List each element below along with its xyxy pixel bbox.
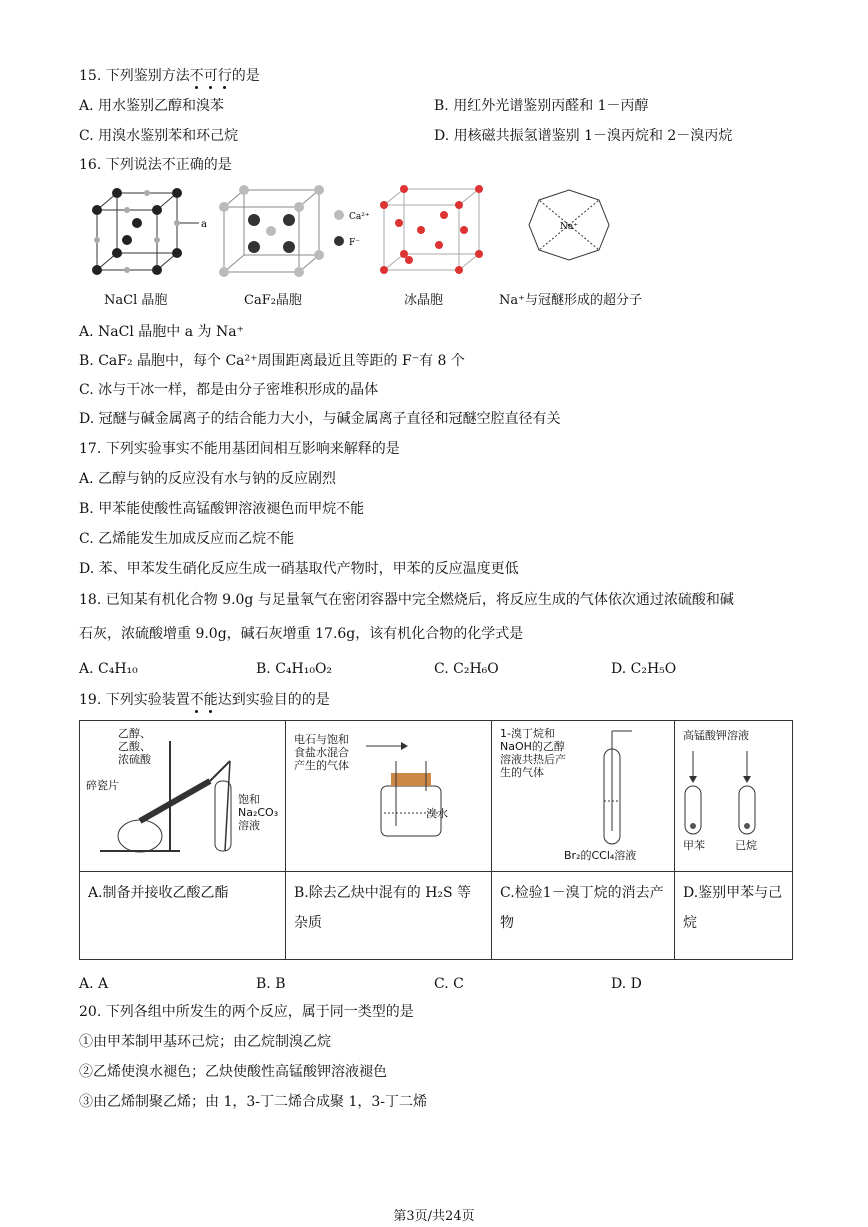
chips-label: 碎瓷片 xyxy=(86,779,119,792)
q19-option-c: C. C xyxy=(434,976,464,992)
q20-item-3: ③由乙烯制聚乙烯；由 1，3-丁二烯合成聚 1，3-丁二烯 xyxy=(79,1094,427,1110)
q19-option-b: B. B xyxy=(256,976,286,992)
reagents-label: 乙醇、 乙酸、 浓硫酸 xyxy=(118,727,151,766)
legend-f: F⁻ xyxy=(349,238,360,248)
cell-b: B.除去乙炔中混有的 H₂S 等杂质 xyxy=(286,872,492,960)
toluene-label: 甲苯 xyxy=(683,839,705,852)
crystal-figures xyxy=(79,185,719,315)
q15-option-d: D. 用核磁共振氢谱鉴别 1－溴丙烷和 2－溴丙烷 xyxy=(434,128,733,144)
page-footer: 第3页/共24页 xyxy=(393,1209,475,1224)
bromine-water-label: 溴水 xyxy=(426,807,448,820)
q18-option-c: C. C₂H₆O xyxy=(434,661,499,677)
q18-option-a: A. C₄H₁₀ xyxy=(79,661,138,677)
apparatus-a xyxy=(80,721,286,872)
cell-c: C.检验1－溴丁烷的消去产物 xyxy=(492,872,675,960)
q17-option-c: C. 乙烯能发生加成反应而乙烷不能 xyxy=(79,531,295,547)
kmno4-label: 高锰酸钾溶液 xyxy=(683,729,749,742)
q17-option-a: A. 乙醇与钠的反应没有水与钠的反应剧烈 xyxy=(79,471,337,487)
gas-b-label: 电石与饱和 食盐水混合 产生的气体 xyxy=(294,733,349,772)
q17-option-b: B. 甲苯能使酸性高锰酸钾溶液褪色而甲烷不能 xyxy=(79,501,365,517)
caption-ice: 冰晶胞 xyxy=(404,293,444,308)
q18-option-d: D. C₂H₅O xyxy=(611,661,677,677)
caption-crown: Na⁺与冠醚形成的超分子 xyxy=(499,293,642,308)
q18-line2: 石灰，浓硫酸增重 9.0g，碱石灰增重 17.6g，该有机化合物的化学式是 xyxy=(79,626,524,642)
caption-nacl: NaCl 晶胞 xyxy=(104,293,168,308)
q15-stem: 15. 下列鉴别方法不可行的是 xyxy=(79,68,260,84)
q20-stem: 20. 下列各组中所发生的两个反应，属于同一类型的是 xyxy=(79,1004,414,1020)
q19-option-d: D. D xyxy=(611,976,642,992)
cell-d: D.鉴别甲苯与己烷 xyxy=(675,872,793,960)
crystal-structures-image xyxy=(79,185,719,285)
hexane-label: 已烷 xyxy=(735,839,757,852)
q15-option-c: C. 用溴水鉴别苯和环己烷 xyxy=(79,128,239,144)
q18-option-b: B. C₄H₁₀O₂ xyxy=(256,661,333,677)
apparatus-b xyxy=(286,721,492,872)
q20-item-2: ②乙烯使溴水褪色；乙炔使酸性高锰酸钾溶液褪色 xyxy=(79,1064,387,1080)
q18-line1: 18. 已知某有机化合物 9.0g 与足量氧气在密闭容器中完全燃烧后，将反应生成的气体依次通过浓硫酸和碱 xyxy=(79,592,734,608)
q16-stem: 16. 下列说法不正确的是 xyxy=(79,157,232,173)
nacl-cell xyxy=(97,193,199,270)
q15-option-b: B. 用红外光谱鉴别丙醛和 1－丙醇 xyxy=(434,98,649,114)
q16-option-a: A. NaCl 晶胞中 a 为 Na⁺ xyxy=(79,324,244,340)
caption-caf2: CaF₂晶胞 xyxy=(244,293,302,308)
legend-ca: Ca²⁺ xyxy=(349,212,370,222)
gas-c-label: 1-溴丁烷和 NaOH的乙醇 溶液共热后产 生的气体 xyxy=(500,727,566,779)
apparatus-d xyxy=(675,721,793,872)
br2-ccl4-label: Br₂的CCl₄溶液 xyxy=(564,849,637,862)
apparatus-c xyxy=(492,721,675,872)
q19-stem: 19. 下列实验装置不能达到实验目的的是 xyxy=(79,692,330,708)
label-a: a xyxy=(201,219,207,230)
na2co3-label: 饱和 Na₂CO₃ 溶液 xyxy=(238,793,279,832)
q16-option-d: D. 冠醚与碱金属离子的结合能力大小，与碱金属离子直径和冠醚空腔直径有关 xyxy=(79,411,561,427)
q16-option-c: C. 冰与干冰一样，都是由分子密堆积形成的晶体 xyxy=(79,382,379,398)
q17-option-d: D. 苯、甲苯发生硝化反应生成一硝基取代产物时，甲苯的反应温度更低 xyxy=(79,561,519,577)
cell-a: A.制备并接收乙酸乙酯 xyxy=(80,872,286,960)
q16-option-b: B. CaF₂ 晶胞中，每个 Ca²⁺周围距离最近且等距的 F⁻有 8 个 xyxy=(79,353,465,369)
q19-option-a: A. A xyxy=(79,976,109,992)
q20-item-1: ①由甲苯制甲基环己烷；由乙烷制溴乙烷 xyxy=(79,1034,331,1050)
na-label: Na⁺ xyxy=(560,222,578,232)
q17-stem: 17. 下列实验事实不能用基团间相互影响来解释的是 xyxy=(79,441,400,457)
q15-option-a: A. 用水鉴别乙醇和溴苯 xyxy=(79,98,225,114)
experiment-table xyxy=(79,720,793,960)
